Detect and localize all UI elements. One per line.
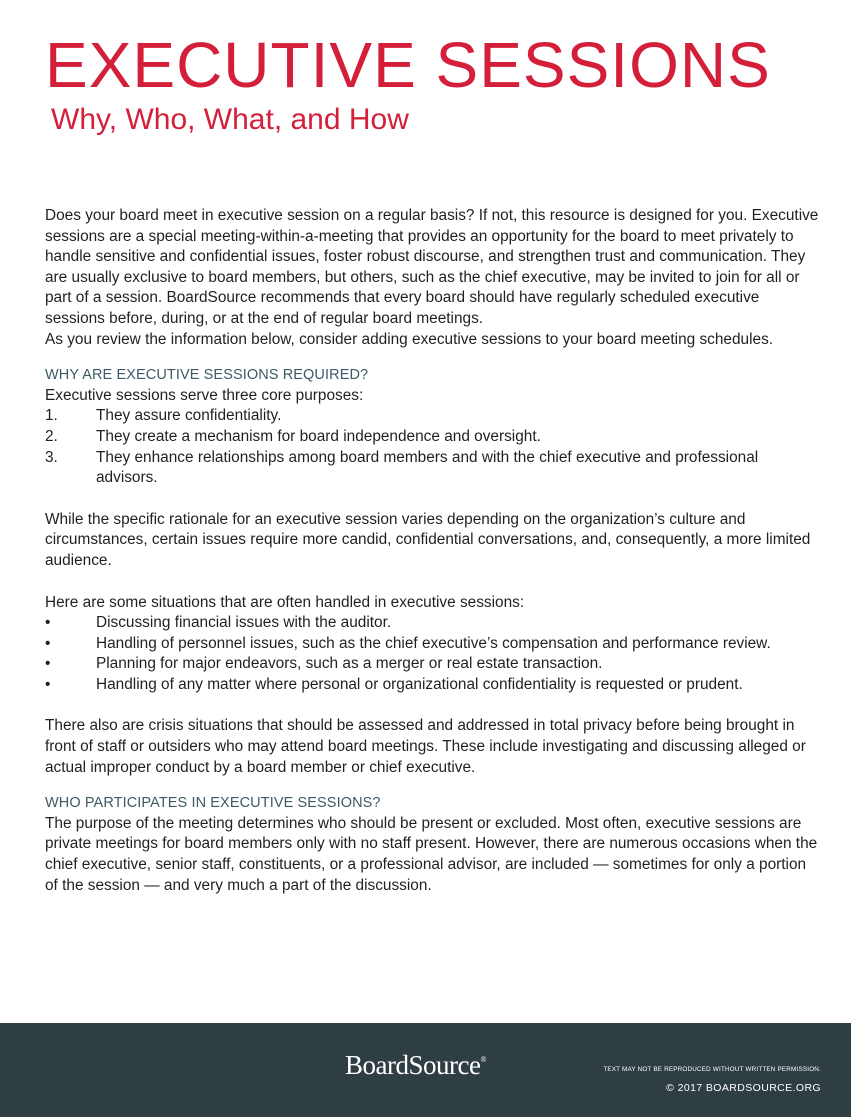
bullet-icon: • — [45, 675, 51, 693]
situations-lead: Here are some situations that are often handled in executive sessions: — [45, 593, 525, 611]
section-heading-who: WHO PARTICIPATES IN EXECUTIVE SESSIONS? — [45, 795, 381, 812]
bullet-icon: • — [45, 655, 51, 673]
list-item — [45, 406, 820, 427]
page-title: EXECUTIVE SESSIONS — [45, 29, 771, 101]
list-item-text: Handling of personnel issues, such as the chief executive’s compensation and performance review. — [96, 634, 771, 652]
registered-mark: ® — [480, 1055, 487, 1064]
bullet-icon: • — [45, 614, 51, 632]
situations-list — [45, 613, 820, 695]
legal-notice — [603, 1065, 821, 1096]
rationale-paragraph: While the specific rationale for an executive session varies depending on the organization’s culture and circumstances, certain issues require more candid, confidential conversations, and, consequently, a more limited audience. — [45, 510, 811, 569]
list-item — [45, 448, 820, 489]
page-subtitle: Why, Who, What, and How — [51, 103, 409, 136]
intro-paragraph: Does your board meet in executive session on a regular basis? If not, this resource is designed for you. Executive sessions are a special meeting-within-a-meeting that provides an opportunity for the board to meet privately to handle sensitive and confidential issues, foster robust discourse, and strengthen trust and communication. They are usually exclusive to board members, but others, such as the chief executive, may be invited to join for all or part of a session. BoardSource recommends that every board should have regularly scheduled executive sessions before, during, or at the end of regular board meetings. — [45, 207, 819, 327]
intro-review-line: As you review the information below, consider adding executive sessions to your board meeting schedules. — [45, 330, 774, 348]
list-number: 3. — [45, 448, 58, 466]
section-heading-why: WHY ARE EXECUTIVE SESSIONS REQUIRED? — [45, 367, 369, 384]
list-number: 1. — [45, 407, 58, 425]
purposes-list — [45, 406, 820, 488]
reproduction-notice: TEXT MAY NOT BE REPRODUCED WITHOUT WRITTEN PERMISSION. — [603, 1066, 821, 1073]
page-footer — [0, 1023, 851, 1117]
logo-wordmark: BoardSource — [345, 1050, 481, 1080]
list-number: 2. — [45, 427, 58, 445]
crisis-paragraph: There also are crisis situations that should be assessed and addressed in total privacy before being brought in front of staff or outsiders who may attend board meetings. These include investigating and discussing alleged or actual improper conduct by a board member or chief executive. — [45, 717, 806, 776]
list-item — [45, 654, 820, 675]
bullet-icon: • — [45, 634, 51, 652]
list-item-text: Handling of any matter where personal or organizational confidentiality is requested or prudent. — [96, 675, 743, 693]
list-item-text: They enhance relationships among board members and with the chief executive and professional advisors. — [96, 448, 759, 487]
list-item — [45, 675, 820, 696]
list-item — [45, 427, 820, 448]
participants-paragraph: The purpose of the meeting determines who should be present or excluded. Most often, executive sessions are private meetings for board members only with no staff present. However, there are numerous occasions when the chief executive, senior staff, constituents, or a professional advisor, are included — sometimes for only a portion of the session — and very much a part of the discussion. — [45, 814, 818, 894]
list-item-text: Discussing financial issues with the auditor. — [96, 614, 392, 632]
list-item-text: Planning for major endeavors, such as a merger or real estate transaction. — [96, 655, 603, 673]
list-item — [45, 613, 820, 634]
copyright-line: © 2017 BOARDSOURCE.ORG — [666, 1082, 821, 1094]
purposes-lead: Executive sessions serve three core purposes: — [45, 386, 364, 404]
list-item-text: They assure confidentiality. — [96, 407, 282, 425]
list-item — [45, 634, 820, 655]
document-body — [45, 206, 820, 896]
list-item-text: They create a mechanism for board independence and oversight. — [96, 427, 541, 445]
boardsource-logo — [345, 1050, 486, 1081]
